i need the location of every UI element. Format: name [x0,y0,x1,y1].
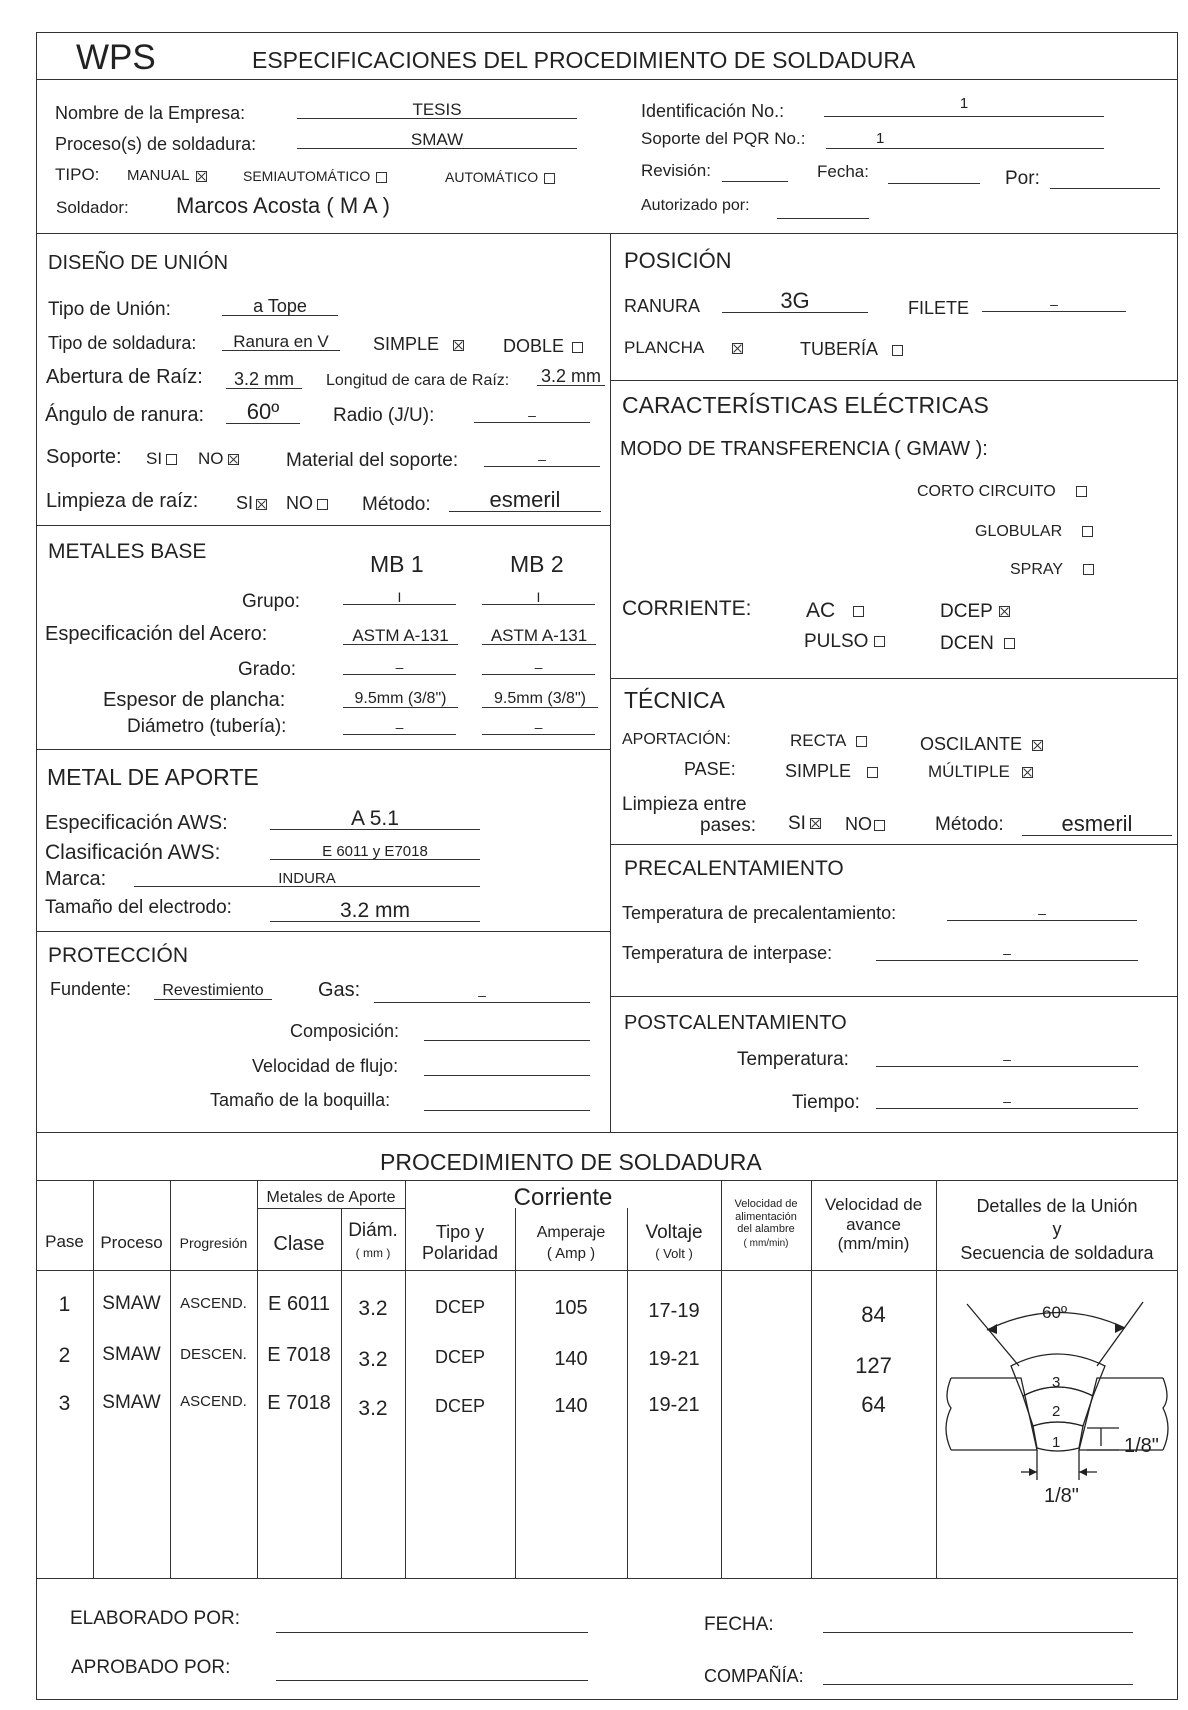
row-3-progresion: ASCEND. [180,1393,247,1410]
soporte-label: Soporte: [46,446,122,468]
row-1-pase: 1 [58,1293,71,1316]
header-progresion: Progresión [179,1235,248,1251]
row-1-voltaje: 17-19 [648,1300,700,1322]
por-field[interactable] [1050,188,1160,189]
limpieza-pases-no-label: NO [845,814,872,834]
tiempo-label: Tiempo: [792,1092,860,1113]
material-field[interactable]: – [484,452,600,467]
header-clase: Clase [273,1233,325,1255]
compania-field[interactable] [823,1684,1133,1685]
corto-option [917,484,1087,500]
fecha-field[interactable] [888,183,980,184]
row-2-amperaje: 140 [554,1348,588,1370]
tecnica-metodo-field[interactable]: esmeril [1022,813,1172,836]
revision-field[interactable] [722,181,788,182]
row-1-diam: 3.2 [358,1297,388,1320]
header-amperaje-unit: ( Amp ) [546,1245,596,1262]
simple-pase-label: SIMPLE [785,761,852,781]
gas-field[interactable]: – [374,988,590,1003]
abertura-label: Abertura de Raíz: [46,366,203,388]
header-diam-unit: ( mm ) [355,1246,391,1260]
precal-temp-label: Temperatura de precalentamiento: [622,903,897,923]
limpieza-pases-si-checkbox[interactable] [810,818,821,829]
limpieza-si-checkbox[interactable] [256,499,267,510]
divider [36,525,610,526]
tipo-sold-label: Tipo de soldadura: [48,333,197,353]
cara-label: Longitud de cara de Raíz: [326,372,510,389]
modo-label: MODO DE TRANSFERENCIA ( GMAW ): [620,438,988,460]
row-2-tipo: DCEP [434,1347,485,1367]
espesor-label: Espesor de plancha: [103,689,286,711]
soldador-value: Marcos Acosta ( M A ) [176,193,390,218]
wps-code: WPS [76,38,156,77]
spray-option [1010,562,1094,578]
table-col [627,1208,628,1578]
aprobado-label: APROBADO POR: [71,1657,231,1678]
corto-checkbox[interactable] [1076,486,1087,497]
ranura-field[interactable]: 3G [722,290,868,313]
por-label: Por: [1005,168,1040,189]
oscilante-label: OSCILANTE [920,734,1023,754]
aws-clas-label: Clasificación AWS: [45,841,221,864]
limpieza-si-label: SI [236,493,254,513]
precal-title: PRECALENTAMIENTO [624,857,844,880]
vel-avance-line-1: Velocidad de [824,1195,923,1214]
row-3-vel-avance: 64 [861,1392,886,1417]
vel-alambre-line-4: ( mm/min) [743,1237,789,1249]
row-2-progresion: DESCEN. [180,1346,247,1363]
vel-flujo-label: Velocidad de flujo: [252,1056,399,1076]
semi-checkbox[interactable] [376,172,387,183]
soporte-no [198,450,239,467]
pulso-label: PULSO [804,631,869,652]
plate-left [951,1378,1037,1450]
autorizado-field[interactable] [777,218,869,219]
diametro-label: Diámetro (tubería): [127,716,287,737]
diseno-title: DISEÑO DE UNIÓN [48,252,229,274]
comp-label: Composición: [290,1021,400,1041]
postcal-temp-label: Temperatura: [737,1049,849,1070]
tipo-sold-field[interactable]: Ranura en V [222,333,340,351]
cara-field[interactable]: 3.2 mm [537,367,605,386]
spray-checkbox[interactable] [1083,564,1094,575]
limpieza-no [286,494,328,512]
boquilla-label: Tamaño de la boquilla: [210,1090,391,1110]
simple-option [373,335,464,353]
divider [36,931,610,932]
tuberia-option [800,340,903,358]
doble-label: DOBLE [503,336,565,356]
vel-avance-line-3: (mm/min) [837,1234,910,1254]
globular-label: GLOBULAR [975,523,1063,540]
pqr-field[interactable]: 1 [826,131,1104,149]
table-header-bottom [36,1270,1178,1271]
soporte-si [146,450,177,467]
dcep-label: DCEP [940,601,993,622]
header-tipo-2: Polaridad [421,1243,499,1263]
radio-field[interactable]: – [474,408,590,423]
header-tipo: Tipo y [435,1222,485,1242]
soporte-no-label: NO [198,449,224,468]
table-bottom [36,1578,1178,1579]
pase-label: PASE: [684,759,736,779]
row-1-tipo: DCEP [434,1297,485,1317]
ident-label: Identificación No.: [641,101,785,121]
divider [610,996,1178,997]
row-1-proceso: SMAW [102,1293,161,1314]
radio-label: Radio (J/U): [333,405,435,426]
diagram-pass-2-label: 2 [1052,1403,1061,1420]
diagram-pass-3-label: 3 [1052,1374,1061,1391]
interpase-label: Temperatura de interpase: [622,943,833,963]
acero-mb2[interactable]: ASTM A-131 [482,627,596,645]
vel-avance-line-2: avance [846,1214,901,1234]
manual-checkbox[interactable] [196,171,207,182]
row-3-pase: 3 [58,1392,71,1415]
postcal-temp-field[interactable]: – [876,1052,1138,1067]
vel-alambre-line-3: del alambre [737,1223,795,1236]
fecha-footer-field[interactable] [823,1632,1133,1633]
divider [610,233,611,1132]
detalles-line-1: Detalles de la Unión [976,1196,1138,1216]
form-title: ESPECIFICACIONES DEL PROCEDIMIENTO DE SOLDADURA [252,47,916,73]
doble-option [503,337,583,355]
multiple-label: MÚLTIPLE [928,762,1010,781]
aportacion-label: APORTACIÓN: [622,731,731,748]
divider [610,380,1178,381]
filete-field[interactable]: – [982,297,1126,312]
row-2-pase: 2 [58,1344,71,1367]
oscilante-option [920,735,1043,753]
header-vel-alambre [721,1198,811,1249]
aws-spec-label: Especificación AWS: [45,812,228,834]
interpase-field[interactable]: – [876,946,1138,961]
soldador-label: Soldador: [56,198,129,217]
ident-field[interactable]: 1 [824,96,1104,117]
limpieza-pases-label-2: pases: [700,815,756,836]
row-1-progresion: ASCEND. [180,1295,247,1312]
postcal-title: POSTCALENTAMIENTO [624,1012,847,1034]
vel-alambre-line-1: Velocidad de [734,1198,798,1210]
metodo-field[interactable]: esmeril [449,489,601,512]
tiempo-field[interactable]: – [876,1094,1138,1109]
marca-label: Marca: [45,868,107,890]
elaborado-field[interactable] [276,1632,588,1633]
proteccion-title: PROTECCIÓN [48,944,189,967]
abertura-field[interactable]: 3.2 mm [226,370,302,389]
row-1-vel-avance: 84 [861,1302,886,1327]
diagram-angle-label: 60º [1042,1303,1068,1322]
break-left [946,1378,951,1450]
espesor-mb1[interactable]: 9.5mm (3/8") [343,691,458,708]
table-top [36,1180,1178,1181]
row-3-clase: E 7018 [267,1392,331,1414]
pulso-option [804,632,885,651]
limpieza-no-checkbox[interactable] [317,499,328,510]
filete-label: FILETE [908,298,970,318]
header-detalles [936,1195,1178,1265]
acero-mb1[interactable]: ASTM A-131 [343,627,458,645]
limpieza-pases-si-label: SI [788,813,806,834]
diagram-dim-horizontal: 1/8" [1044,1485,1079,1507]
tipo-auto [445,170,555,184]
header-proceso: Proceso [100,1233,163,1252]
espesor-mb2[interactable]: 9.5mm (3/8") [482,691,598,708]
grupo-mb1[interactable]: I [343,590,456,605]
manual-label: MANUAL [127,167,190,184]
tecnica-metodo-label: Método: [935,814,1004,835]
row-3-diam: 3.2 [358,1397,388,1420]
tipo-semi [243,169,387,183]
fundente-field[interactable]: Revestimiento [154,983,272,1000]
limpieza-label: Limpieza de raíz: [46,490,199,512]
aporte-title: METAL DE APORTE [47,764,259,790]
metodo-label: Método: [362,494,431,515]
boquilla-field[interactable] [424,1110,590,1111]
electricas-title: CARACTERÍSTICAS ELÉCTRICAS [622,392,989,418]
simple-checkbox[interactable] [453,340,464,351]
tipo-union-label: Tipo de Unión: [48,299,171,320]
soporte-si-checkbox[interactable] [166,454,177,465]
fecha-label: Fecha: [817,162,869,181]
row-3-proceso: SMAW [102,1392,161,1413]
recta-checkbox[interactable] [856,736,867,747]
plancha-option [624,339,743,356]
dcen-label: DCEN [940,633,994,654]
diagram-dim-vertical: 1/8" [1124,1435,1159,1457]
grupo-mb2[interactable]: I [482,590,595,605]
row-2-vel-avance: 127 [855,1353,892,1378]
header-diam: Diám. [348,1220,398,1241]
row-3-amperaje: 140 [554,1395,588,1417]
semi-label: SEMIAUTOMÁTICO [243,168,371,184]
simple-pase-checkbox[interactable] [867,767,878,778]
compania-label: COMPAÑÍA: [704,1666,804,1686]
tipo-union-field[interactable]: a Tope [222,297,338,316]
header-metales: Metales de Aporte [266,1189,396,1206]
grado-label: Grado: [238,659,297,680]
header-voltaje-unit: ( Volt ) [655,1246,693,1261]
divider [610,678,1178,679]
divider [610,844,1178,845]
auto-label: AUTOMÁTICO [445,169,539,185]
divider [36,79,1178,80]
grado-mb1[interactable]: – [343,660,456,675]
dcen-option [940,634,1015,653]
dcen-checkbox[interactable] [1004,638,1015,649]
soporte-si-label: SI [146,449,163,468]
table-subheader-line [257,1208,405,1209]
ac-checkbox[interactable] [853,606,864,617]
limpieza-pases-no-checkbox[interactable] [874,820,885,831]
revision-label: Revisión: [641,161,711,180]
mb1-header: MB 1 [370,551,424,577]
detalles-line-3: Secuencia de soldadura [960,1242,1154,1263]
gas-label: Gas: [318,979,361,1001]
recta-option [790,732,867,749]
grado-mb2[interactable]: – [482,660,595,675]
plancha-label: PLANCHA [624,338,705,357]
empresa-field[interactable]: TESIS [297,101,577,119]
fundente-label: Fundente: [50,979,132,999]
proceso-label: Proceso(s) de soldadura: [55,134,257,154]
header-amperaje: Amperaje [536,1224,606,1241]
limpieza-no-label: NO [286,493,313,513]
soporte-no-checkbox[interactable] [228,454,239,465]
diametro-mb2[interactable]: – [482,720,595,735]
break-right [1163,1378,1168,1450]
multiple-option [928,763,1033,780]
globular-option [975,524,1093,540]
row-3-voltaje: 19-21 [648,1394,700,1416]
tipo-label: TIPO: [55,165,100,184]
grupo-label: Grupo: [242,591,301,612]
row-1-amperaje: 105 [554,1297,588,1319]
header-corriente: Corriente [513,1184,613,1211]
limpieza-pases-si [788,814,821,833]
multiple-checkbox[interactable] [1022,767,1033,778]
posicion-title: POSICIÓN [624,248,732,273]
ac-option [806,600,864,621]
auto-checkbox[interactable] [544,173,555,184]
aws-clas-field[interactable]: E 6011 y E7018 [270,844,480,860]
row-1-clase: E 6011 [268,1293,330,1315]
limpieza-si [236,494,267,512]
doble-checkbox[interactable] [572,342,583,353]
row-3-tipo: DCEP [434,1396,485,1416]
table-col [515,1208,516,1578]
mb2-header: MB 2 [510,551,564,577]
tam-field[interactable]: 3.2 mm [270,900,480,922]
divider [36,233,1178,234]
corto-label: CORTO CIRCUITO [917,483,1056,500]
diametro-mb1[interactable]: – [343,720,456,735]
row-2-voltaje: 19-21 [648,1348,700,1370]
angulo-label: Ángulo de ranura: [45,404,205,426]
diagram-pass-1-label: 1 [1052,1434,1061,1451]
marca-field[interactable]: INDURA [134,871,480,887]
fecha-footer-label: FECHA: [704,1614,774,1635]
acero-label: Especificación del Acero: [45,623,268,645]
table-col [341,1208,342,1578]
tuberia-label: TUBERÍA [800,339,879,359]
limpieza-pases-label: Limpieza entre [622,794,747,815]
divider [36,749,610,750]
vel-alambre-line-2: alimentación [735,1210,797,1223]
tecnica-title: TÉCNICA [624,687,725,713]
oscilante-checkbox[interactable] [1032,740,1043,751]
empresa-label: Nombre de la Empresa: [55,103,246,123]
proceso-field[interactable]: SMAW [297,131,577,149]
pqr-label: Soporte del PQR No.: [641,129,806,148]
autorizado-label: Autorizado por: [641,197,750,214]
vel-flujo-field[interactable] [424,1075,590,1076]
metales-title: METALES BASE [48,540,207,563]
recta-label: RECTA [790,731,847,750]
dcep-option [940,602,1010,621]
tipo-manual [127,168,207,183]
procedimiento-title: PROCEDIMIENTO DE SOLDADURA [380,1149,762,1175]
tuberia-checkbox[interactable] [892,345,903,356]
ac-label: AC [806,599,836,622]
precal-temp-field[interactable]: – [947,906,1137,921]
simple-pase-option [785,762,878,780]
ranura-label: RANURA [624,296,701,316]
divider [36,1132,1178,1133]
row-2-clase: E 7018 [267,1344,331,1366]
header-voltaje: Voltaje [645,1222,703,1243]
row-2-proceso: SMAW [102,1344,161,1365]
globular-checkbox[interactable] [1082,526,1093,537]
aws-spec-field[interactable]: A 5.1 [270,808,480,830]
row-2-diam: 3.2 [358,1348,388,1371]
header-pase: Pase [45,1232,84,1251]
elaborado-label: ELABORADO POR: [70,1608,240,1629]
angulo-field[interactable]: 60º [226,401,300,424]
comp-field[interactable] [424,1040,590,1041]
pulso-checkbox[interactable] [874,636,885,647]
material-label: Material del soporte: [286,450,459,471]
tam-label: Tamaño del electrodo: [45,897,232,918]
spray-label: SPRAY [1010,561,1064,578]
header-vel-avance [811,1195,936,1254]
detalles-line-2: y [1052,1219,1062,1240]
limpieza-pases-no [845,815,885,833]
simple-label: SIMPLE [373,334,440,354]
corriente-label: CORRIENTE: [622,597,752,620]
plancha-checkbox[interactable] [732,343,743,354]
aprobado-field[interactable] [276,1680,588,1681]
dcep-checkbox[interactable] [999,606,1010,617]
